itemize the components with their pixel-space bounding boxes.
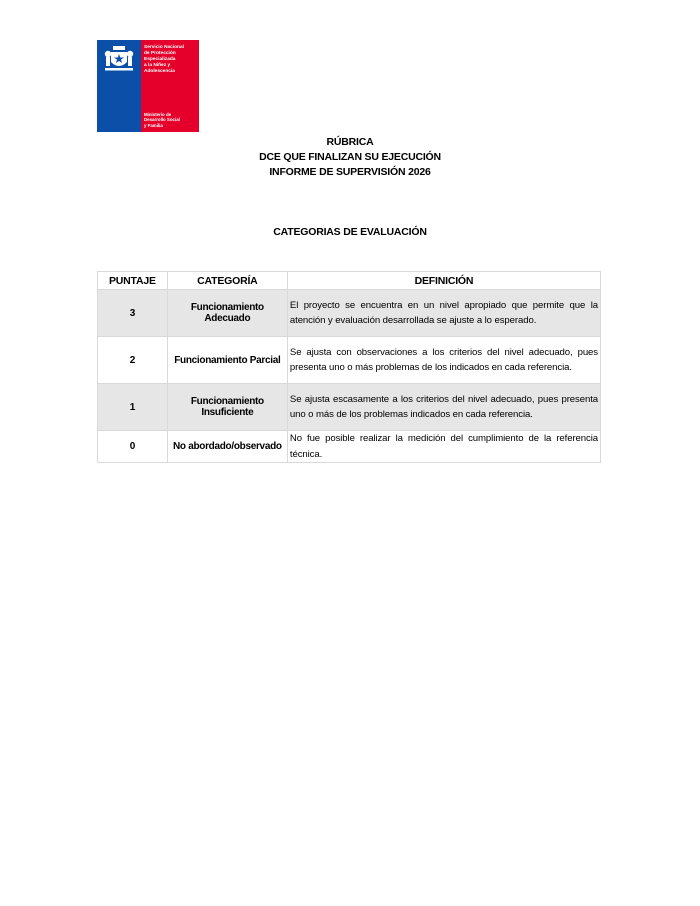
score-cell: 1 bbox=[98, 384, 168, 431]
definition-cell: Se ajusta con observaciones a los criterios del nivel adecuado, pues presenta uno o más problemas de los indicados en cada referencia. bbox=[287, 337, 600, 384]
evaluation-table bbox=[97, 271, 601, 463]
logo-line: Servicio Nacional bbox=[144, 45, 184, 50]
score-cell: 0 bbox=[98, 431, 168, 463]
title-line-3: INFORME DE SUPERVISIÓN 2026 bbox=[269, 166, 431, 178]
definition-cell: No fue posible realizar la medición del cumplimiento de la referencia técnica. bbox=[287, 431, 600, 463]
category-cell: No abordado/observado bbox=[167, 431, 287, 463]
score-cell: 3 bbox=[98, 290, 168, 337]
logo-service-name bbox=[144, 45, 197, 75]
logo-ministry-line: Desarrollo Social bbox=[144, 117, 180, 123]
logo-ministry-name bbox=[144, 112, 197, 128]
category-cell: Funcionamiento Parcial bbox=[167, 337, 287, 384]
coat-of-arms-icon bbox=[103, 44, 135, 74]
logo-line: Especializada bbox=[144, 57, 176, 62]
logo-red-panel bbox=[141, 40, 199, 132]
header-categoria: CATEGORÍA bbox=[167, 272, 287, 290]
logo-line: a la Niñez y bbox=[144, 63, 171, 68]
logo-line: de Protección bbox=[144, 51, 176, 56]
title-line-2: DCE QUE FINALIZAN SU EJECUCIÓN bbox=[259, 151, 441, 163]
table-row bbox=[98, 384, 601, 431]
section-title: CATEGORIAS DE EVALUACIÓN bbox=[273, 226, 427, 238]
table-row bbox=[98, 290, 601, 337]
logo-ministry-line: Ministerio de bbox=[144, 111, 172, 117]
category-cell: Funcionamiento Adecuado bbox=[167, 290, 287, 337]
table-row bbox=[98, 337, 601, 384]
institution-logo bbox=[97, 40, 199, 132]
logo-line: Adolescencia bbox=[144, 69, 175, 74]
logo-ministry-line: y Familia bbox=[144, 122, 163, 128]
document-title bbox=[0, 135, 700, 180]
title-line-1: RÚBRICA bbox=[326, 136, 374, 148]
definition-cell: El proyecto se encuentra en un nivel apropiado que permite que la atención y evaluación desarrollada se ajuste a lo esperado. bbox=[287, 290, 600, 337]
table-row bbox=[98, 431, 601, 463]
header-definicion: DEFINICIÓN bbox=[287, 272, 600, 290]
score-cell: 2 bbox=[98, 337, 168, 384]
logo-blue-panel bbox=[97, 40, 141, 132]
definition-cell: Se ajusta escasamente a los criterios del nivel adecuado, pues presenta uno o más de los problemas indicados en cada referencia. bbox=[287, 384, 600, 431]
category-cell: Funcionamiento Insuficiente bbox=[167, 384, 287, 431]
header-puntaje: PUNTAJE bbox=[98, 272, 168, 290]
table-header-row bbox=[98, 272, 601, 290]
